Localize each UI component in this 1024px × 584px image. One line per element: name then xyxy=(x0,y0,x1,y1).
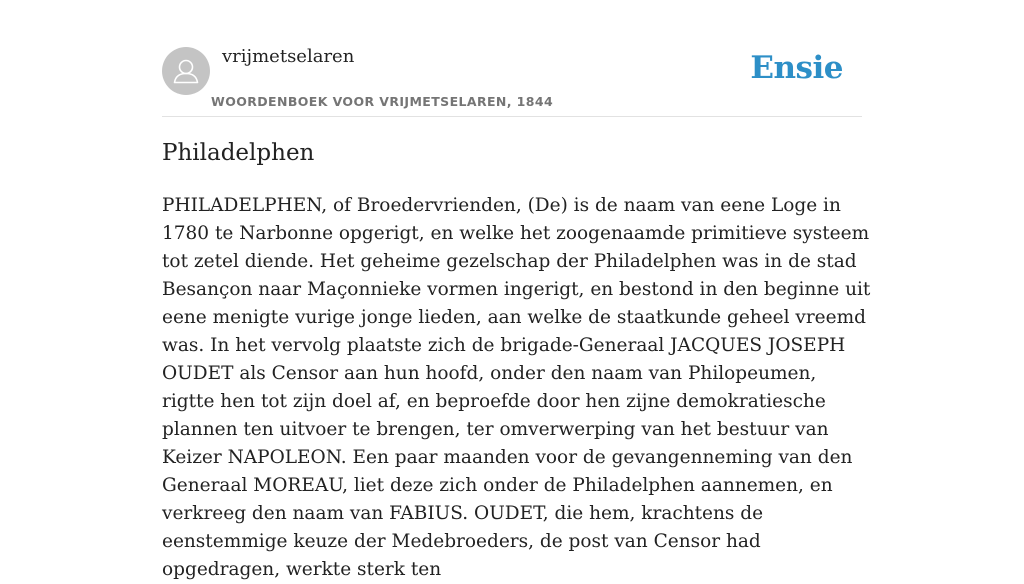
entry-header xyxy=(162,40,862,117)
user-icon xyxy=(162,47,210,95)
entry-title: Philadelphen xyxy=(162,140,315,166)
source-subtitle: WOORDENBOEK VOOR VRIJMETSELAREN, 1844 xyxy=(211,94,554,109)
source-name[interactable]: vrijmetselaren xyxy=(222,46,355,67)
entry-body: PHILADELPHEN, of Broedervrienden, (De) is de naam van eene Loge in 1780 te Narbonne opgerigt, en welke het zoogenaamde primitieve systeem tot zetel diende. Het geheime gezelschap der Philadelphen was in de stad Besançon naar Maçonnieke vormen ingerigt, en bestond in den beginne uit eene menigte vurige jonge lieden, aan welke de staatkunde geheel vreemd was. In het vervolg plaatste zich de brigade-Generaal JACQUES JOSEPH OUDET als Censor aan hun hoofd, onder den naam van Philopeumen, rigtte hen tot zijn doel af, en beproefde door hen zijne demokratiesche plannen ten uitvoer te brengen, ter omverwerping van het bestuur van Keizer NAPOLEON. Een paar maanden voor de gevangenneming van den Generaal MOREAU, liet deze zich onder de Philadelphen aannemen, en verkreeg den naam van FABIUS. OUDET, die hem, krachtens de eenstemmige keuze der Medebroeders, de post van Censor had opgedragen, werkte sterk ten xyxy=(162,195,871,580)
ensie-logo[interactable]: Ensie xyxy=(750,50,843,86)
source-avatar[interactable] xyxy=(162,47,210,95)
